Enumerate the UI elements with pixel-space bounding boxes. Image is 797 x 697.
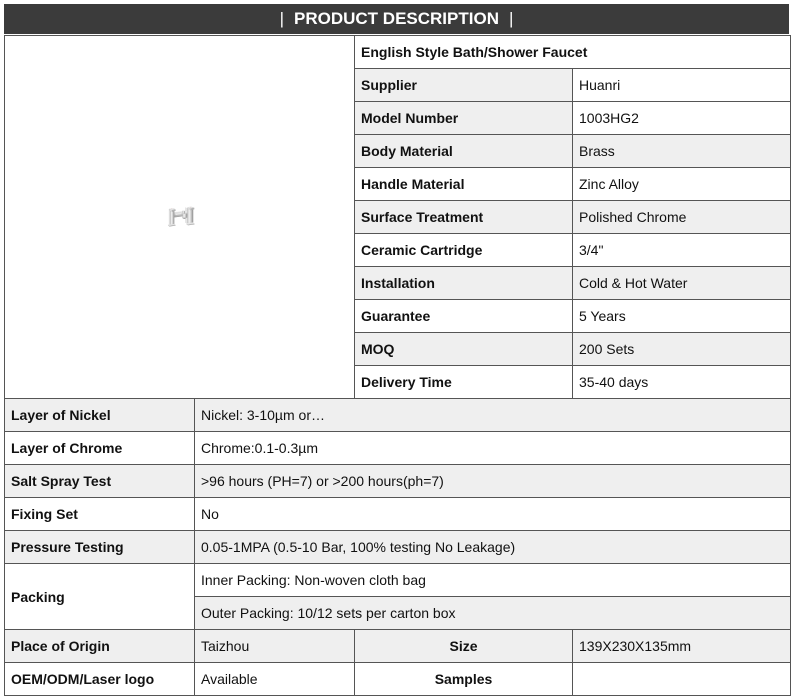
spec-value: 5 Years [573,300,791,333]
spec-value: Inner Packing: Non-woven cloth bag [195,564,791,597]
spec-row-fixing-set [5,498,791,531]
header-bar-left: | [279,9,285,28]
page-title: PRODUCT DESCRIPTION [294,9,499,28]
spec-label: Delivery Time [355,366,573,399]
spec-value: Polished Chrome [573,201,791,234]
spec-value: Nickel: 3-10µm or… [195,399,791,432]
spec-value: 200 Sets [573,333,791,366]
spec-label: OEM/ODM/Laser logo [5,663,195,696]
spec-label: Salt Spray Test [5,465,195,498]
spec-value: 3/4" [573,234,791,267]
header-bar-right: | [508,9,514,28]
spec-value: Cold & Hot Water [573,267,791,300]
spec-value: >96 hours (PH=7) or >200 hours(ph=7) [195,465,791,498]
spec-value: Chrome:0.1-0.3µm [195,432,791,465]
spec-label: Pressure Testing [5,531,195,564]
spec-label: Guarantee [355,300,573,333]
spec-label: Size [355,630,573,663]
spec-value: 35-40 days [573,366,791,399]
spec-value: Huanri [573,69,791,102]
spec-value: Available [195,663,355,696]
spec-value: No [195,498,791,531]
spec-row-salt-spray-test [5,465,791,498]
spec-row-layer-of-chrome [5,432,791,465]
spec-row-oem [5,663,791,696]
spec-label: Layer of Nickel [5,399,195,432]
spec-value: Zinc Alloy [573,168,791,201]
spec-value [573,663,791,696]
spec-label: Place of Origin [5,630,195,663]
product-name: English Style Bath/Shower Faucet [355,36,791,69]
spec-label: Installation [355,267,573,300]
spec-label: Packing [5,564,195,630]
spec-label: Layer of Chrome [5,432,195,465]
spec-table [4,35,791,696]
spec-row-place-of-origin [5,630,791,663]
spec-value: 139X230X135mm [573,630,791,663]
page-header [4,4,789,34]
spec-value: Outer Packing: 10/12 sets per carton box [195,597,791,630]
product-photo-cell [5,36,355,399]
spec-value: 1003HG2 [573,102,791,135]
product-title-row [5,36,791,69]
spec-label: Surface Treatment [355,201,573,234]
spec-label: Handle Material [355,168,573,201]
spec-label: Fixing Set [5,498,195,531]
faucet-image [11,201,348,233]
spec-label: Model Number [355,102,573,135]
spec-label: Samples [355,663,573,696]
spec-label: Supplier [355,69,573,102]
spec-value: Taizhou [195,630,355,663]
spec-row-packing-inner [5,564,791,597]
spec-value: 0.05-1MPA (0.5-10 Bar, 100% testing No Leakage) [195,531,791,564]
spec-label: Ceramic Cartridge [355,234,573,267]
spec-row-pressure-testing [5,531,791,564]
spec-row-layer-of-nickel [5,399,791,432]
spec-label: Body Material [355,135,573,168]
spec-label: MOQ [355,333,573,366]
spec-value: Brass [573,135,791,168]
